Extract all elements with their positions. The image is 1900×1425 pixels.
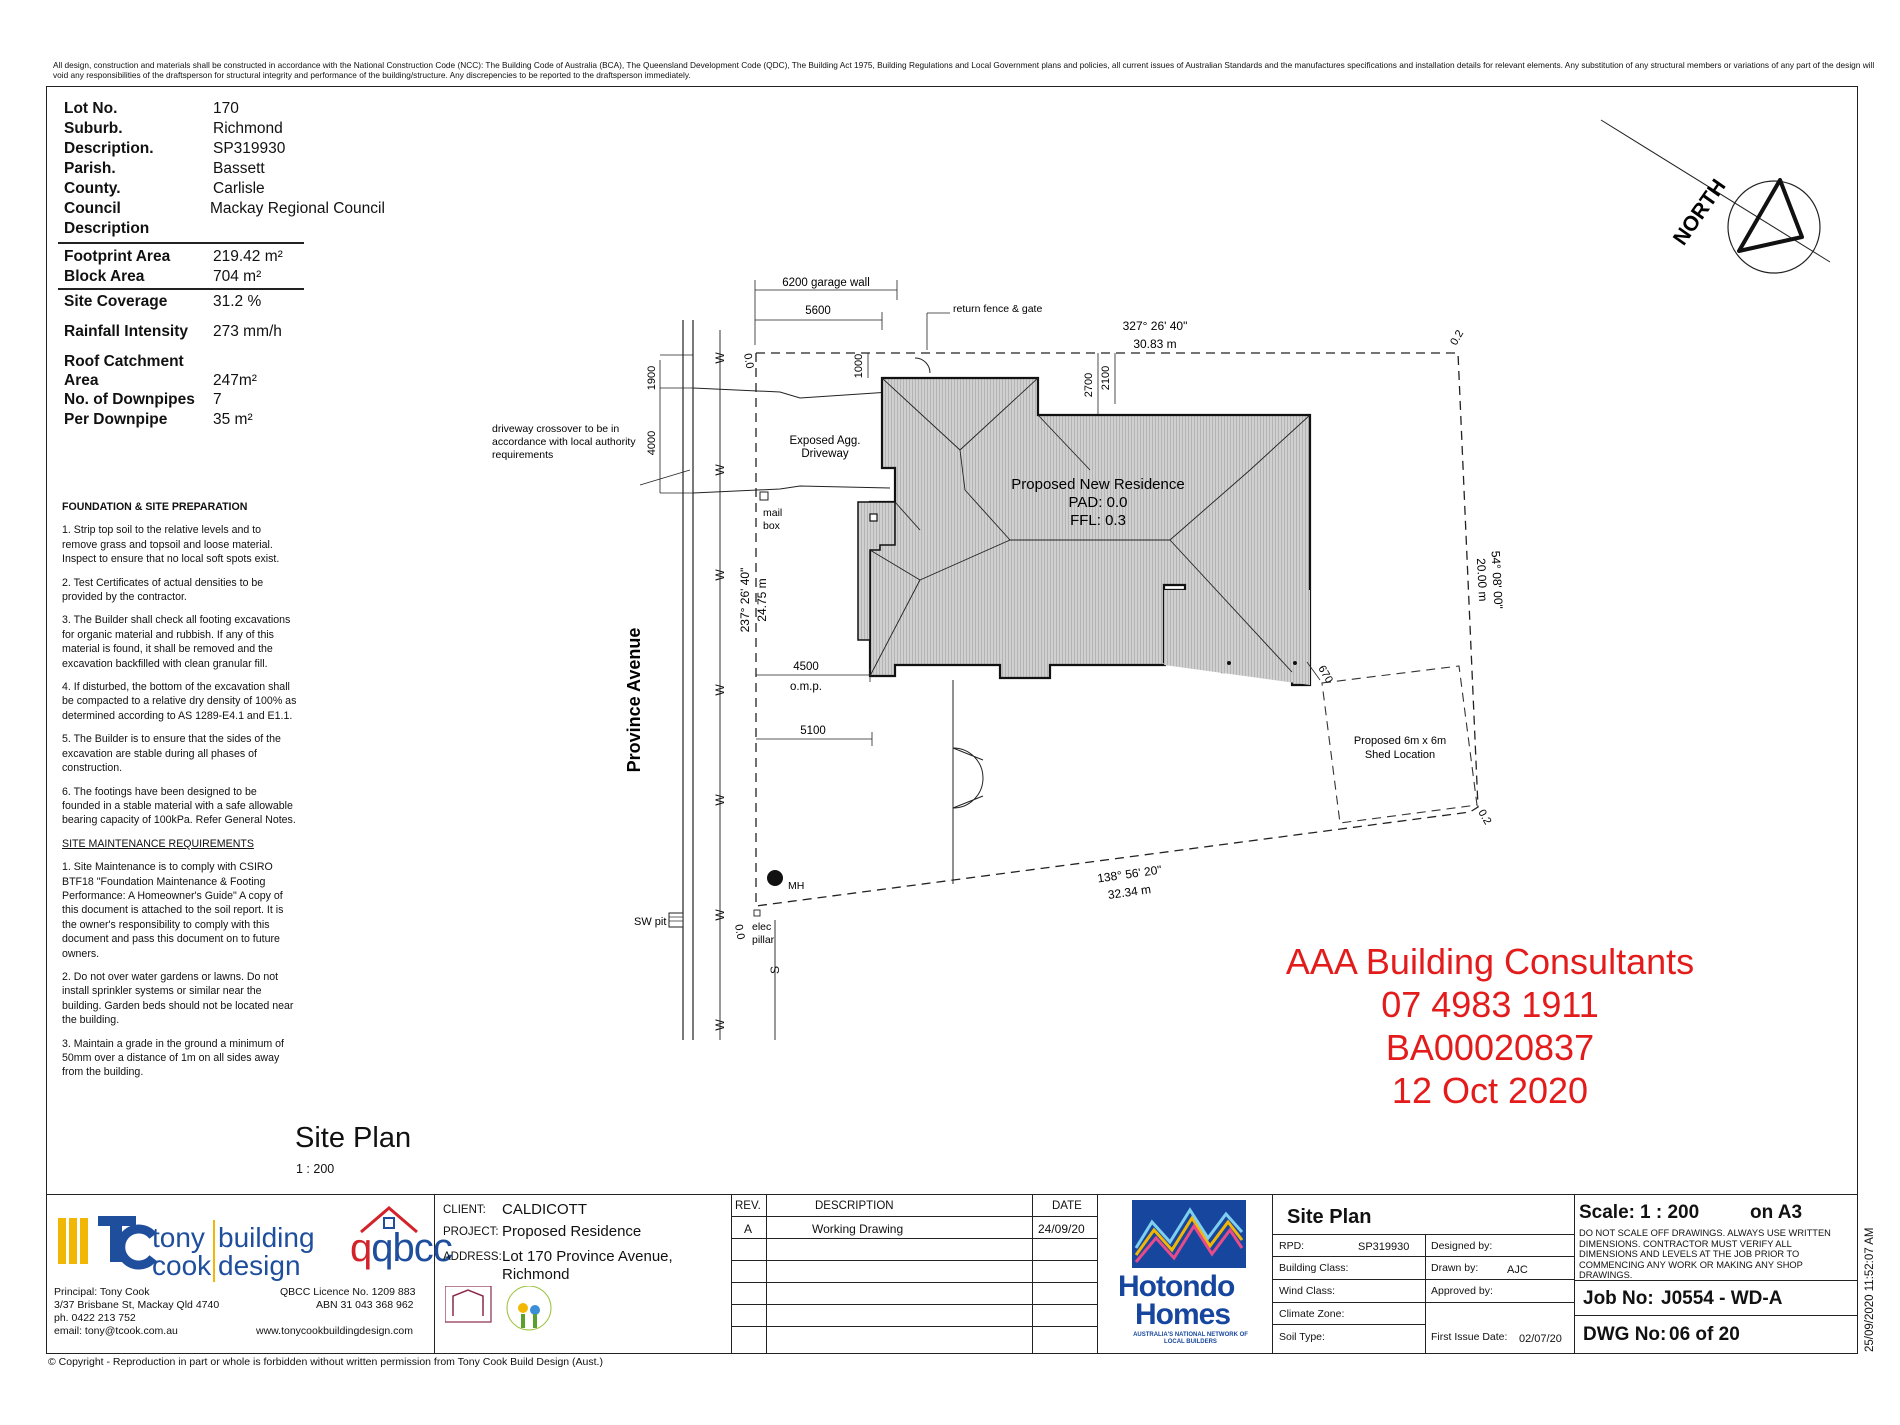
return-fence-label: return fence & gate (953, 303, 1043, 315)
council-label: Council (64, 200, 121, 217)
footprint-label: Footprint Area (64, 248, 171, 265)
north-arrow-icon (1739, 180, 1802, 251)
roof-catchment-label: Roof Catchment (64, 353, 184, 370)
manhole-marker (767, 870, 783, 886)
parish-value: Bassett (213, 160, 265, 177)
dim-2700: 2700 (1083, 372, 1095, 398)
company-name-word: design (218, 1250, 301, 1281)
dim-670: 670 (1315, 663, 1335, 686)
qbcc-logo: qqbcc (350, 1226, 452, 1270)
job-number-label: Job No: (1583, 1288, 1654, 1309)
first-issue-label: First Issue Date: (1431, 1331, 1508, 1343)
sewer-marker: S (768, 965, 782, 975)
mailbox-label: box (763, 520, 780, 532)
company-website: www.tonycookbuildingdesign.com (256, 1325, 414, 1337)
soil-type-label: Soil Type: (1279, 1331, 1325, 1343)
right-length: 20.00 m (1473, 557, 1491, 602)
elec-pillar-label: pillar (752, 934, 775, 946)
foundation-note: 3. The Builder shall check all footing excavations for organic material and rubbish. If any of this material is found, it shall be removed and the excavation backfilled with clean granular fill. (62, 614, 291, 670)
block-area-value: 704 m² (213, 268, 262, 285)
roof-area-value: 247m² (213, 372, 257, 389)
principal: Principal: Tony Cook (54, 1286, 150, 1298)
foundation-note: 4. If disturbed, the bottom of the excavation shall be compacted to a relative dry density of 100% as determined according to AS 1289-E4.1 and E1.1. (62, 681, 297, 722)
dim-5100: 5100 (800, 725, 826, 737)
omp-label: o.m.p. (790, 681, 822, 693)
left-length: 24.75 m (755, 578, 769, 622)
description-header: DESCRIPTION (815, 1200, 894, 1212)
site-coverage-value: 31.2 % (213, 293, 262, 310)
mailbox-label: mail (763, 507, 783, 519)
company-name-word: tony (152, 1222, 205, 1253)
client-cell (435, 1194, 732, 1354)
footprint-value: 219.42 m² (213, 248, 283, 265)
dwg-number-value: 06 of 20 (1669, 1324, 1740, 1345)
date-header: DATE (1052, 1200, 1082, 1212)
site-address: Richmond (502, 1266, 570, 1283)
certifier-stamp (1230, 940, 1750, 1112)
disclaimer-text: All design, construction and materials shall be constructed in accordance with the National Construction Code (NCC): The Building Code of Australia (BCA), The Queensland Development Code (QDC), The Building Act 1975, Building Regulations and Local Government plans and policies, all current issues of Australian Standards and the manufactures specifications and installation details for relevant elements. Any substitution of any structural members or variations of any part of the design will void any responsibilities of the draftsperson for structural integrity and performance of the building/structure. Any discrepencies to be reported to the draftsperson immediately. (53, 60, 1875, 80)
ffl-level: FFL: 0.3 (1070, 512, 1126, 529)
dim-1000: 1000 (853, 353, 865, 379)
revision-table (732, 1194, 1098, 1354)
stamp-date: 12 Oct 2020 (1391, 1070, 1589, 1111)
site-address: Lot 170 Province Avenue, (502, 1248, 673, 1265)
left-bearing: 237° 26' 40" (738, 567, 752, 633)
parish-label: Parish. (64, 160, 116, 177)
rev-header: REV. (735, 1200, 761, 1212)
downpipes-label: No. of Downpipes (64, 391, 195, 408)
manhole-label: MH (788, 880, 805, 892)
return-gate (915, 358, 930, 373)
crossover-note: accordance with local authority (492, 436, 636, 448)
foundation-heading: FOUNDATION & SITE PREPARATION (62, 501, 248, 513)
dim-1900: 1900 (646, 365, 658, 391)
rainfall-value: 273 mm/h (213, 323, 282, 340)
job-number-value: J0554 - WD-A (1661, 1288, 1783, 1309)
crossover-line (693, 388, 890, 398)
company-abn: ABN 31 043 368 962 (316, 1299, 414, 1311)
description-label: Description. (64, 140, 154, 157)
company-name-word: cook (152, 1250, 212, 1281)
bottom-length: 32.34 m (1107, 882, 1152, 902)
water-marker: W (713, 794, 727, 806)
level-top-left: 0.0 (741, 352, 756, 370)
company-name-word: building (218, 1222, 315, 1253)
dim-4500: 4500 (793, 661, 819, 673)
suburb-value: Richmond (213, 120, 283, 137)
foundation-note: 2. Test Certificates of actual densities to be provided by the contractor. (62, 576, 264, 604)
water-marker: W (713, 684, 727, 696)
residence-label: Proposed New Residence (1011, 476, 1185, 493)
sheet-title: Site Plan (1287, 1206, 1372, 1228)
pad-level: PAD: 0.0 (1068, 494, 1128, 511)
scale-value: 1 : 200 (1640, 1202, 1700, 1223)
scale-job-cell (1575, 1194, 1858, 1354)
lot-no-value: 170 (213, 100, 239, 117)
driveway-label: Driveway (801, 448, 849, 460)
maintenance-note: 2. Do not over water gardens or lawns. Do not install sprinkler systems or similar near the building. Garden beds should not be located near the building. (62, 970, 294, 1027)
dwg-number-label: DWG No: (1583, 1324, 1667, 1345)
north-label: NORTH (1668, 175, 1731, 250)
level-bottom-right: 0.2 (1475, 807, 1494, 827)
climate-zone-label: Climate Zone: (1279, 1308, 1345, 1320)
rev-description: Working Drawing (812, 1222, 904, 1236)
project-label: PROJECT: (443, 1226, 499, 1238)
hotondo-word: Homes (1135, 1298, 1231, 1331)
foundation-note: 6. The footings have been designed to be founded in a stable material with a safe allowable bearing capacity of 100kPa. Refer General Notes. (62, 785, 296, 827)
company-email: email: tony@tcook.com.au (54, 1325, 178, 1337)
lot-no-label: Lot No. (64, 100, 118, 117)
per-downpipe-label: Per Downpipe (64, 411, 168, 428)
scale-label: Scale: (1579, 1202, 1635, 1223)
rev-value: A (744, 1222, 753, 1236)
dim-garage-wall: 6200 garage wall (782, 277, 870, 289)
client-name: CALDICOTT (502, 1201, 588, 1218)
street-name: Province Avenue (624, 627, 644, 773)
shed-label: Proposed 6m x 6m (1353, 735, 1447, 747)
stamp-company: AAA Building Consultants (1285, 941, 1695, 982)
dim-5600: 5600 (805, 305, 831, 317)
sw-pit-marker (669, 913, 683, 927)
hotondo-word: Hotondo (1118, 1270, 1235, 1303)
roof-area-label: Area (64, 372, 99, 389)
level-top-right: 0.2 (1448, 328, 1467, 348)
building-class-label: Building Class: (1279, 1262, 1349, 1274)
bottom-bearing: 138° 56' 20" (1096, 862, 1163, 886)
crossover-note: requirements (492, 449, 554, 461)
project-name: Proposed Residence (502, 1223, 642, 1240)
maintenance-note: 1. Site Maintenance is to comply with CSIRO BTF18 "Foundation Maintenance & Footing Performance: A Homeowner's Guide" A copy of this document is attached to the soil report. It is the owner's responsibility to comply with this document and pass this document on to future owners. (62, 861, 284, 960)
approved-by-label: Approved by: (1431, 1285, 1493, 1297)
designed-by-label: Designed by: (1431, 1240, 1493, 1252)
company-phone: ph. 0422 213 752 (54, 1312, 136, 1324)
rainfall-label: Rainfall Intensity (64, 323, 189, 340)
per-downpipe-value: 35 m² (213, 411, 253, 428)
rpd-label: RPD: (1279, 1240, 1305, 1252)
crossover-note: driveway crossover to be in (492, 423, 620, 435)
water-marker: W (713, 569, 727, 581)
dim-2100: 2100 (1100, 365, 1112, 391)
shed-label: Shed Location (1364, 749, 1436, 761)
site-coverage-label: Site Coverage (64, 293, 168, 310)
foundation-note: 5. The Builder is to ensure that the sides of the excavation are stable during all phases of construction. (62, 733, 281, 775)
hotondo-tagline: AUSTRALIA'S NATIONAL NETWORK OF LOCAL BUILDERS (1133, 1332, 1248, 1345)
elec-pillar-marker (754, 910, 760, 916)
scale-warning: DO NOT SCALE OFF DRAWINGS. ALWAYS USE WRITTEN DIMENSIONS. CONTRACTOR MUST VERIFY ALL DIMENSIONS AND LEVELS AT THE JOB PRIOR TO COMMENCING ANY WORK OR MAKING ANY SHOP DRAWINGS. (1579, 1228, 1831, 1280)
dim-4000: 4000 (646, 430, 658, 456)
county-label: County. (64, 180, 121, 197)
right-bearing: 54° 08' 00" (1488, 550, 1506, 610)
address-label: ADDRESS: (443, 1251, 502, 1263)
description-value: SP319930 (213, 140, 286, 157)
downpipes-value: 7 (213, 391, 222, 408)
hotondo-logo-icon (1132, 1200, 1246, 1268)
drawn-by-label: Drawn by: (1431, 1262, 1479, 1274)
water-marker: W (713, 1019, 727, 1031)
crossover-line (693, 486, 890, 493)
plan-title: Site Plan (295, 1122, 412, 1154)
copyright-notice: © Copyright - Reproduction in part or whole is forbidden without written permission from Tony Cook Build Design (Aust.) (48, 1356, 603, 1368)
block-area-label: Block Area (64, 268, 145, 285)
tcbd-logo-icon (58, 1206, 158, 1274)
downpipe-marker (870, 514, 877, 521)
water-marker: W (713, 909, 727, 921)
suburb-label: Suburb. (64, 120, 123, 137)
company-address: 3/37 Brisbane St, Mackay Qld 4740 (54, 1299, 220, 1311)
print-date: 25/09/2020 11:52:07 AM (1864, 1227, 1876, 1352)
hotondo-cell (1098, 1194, 1273, 1354)
rev-date: 24/09/20 (1038, 1222, 1085, 1236)
rpd-value: SP319930 (1358, 1241, 1410, 1253)
plan-scale: 1 : 200 (296, 1162, 335, 1176)
water-marker: W (713, 352, 727, 364)
gate-swing (953, 748, 983, 808)
drawn-by-value: AJC (1507, 1264, 1528, 1276)
stamp-approval-number: BA00020837 (1385, 1027, 1595, 1068)
foundation-note: 1. Strip top soil to the relative levels and to remove grass and topsoil and loose material. Inspect to ensure that no local soft spots exist. (62, 524, 280, 566)
driveway-label: Exposed Agg. (789, 435, 861, 447)
client-label: CLIENT: (443, 1204, 486, 1216)
mailbox-marker (760, 492, 768, 500)
elec-pillar-label: elec (752, 921, 772, 933)
qbcc-licence: QBCC Licence No. 1209 883 (280, 1286, 416, 1298)
level-bottom-left: 0.0 (732, 923, 747, 941)
paper-size: on A3 (1750, 1202, 1803, 1223)
association-logos-icon (445, 1286, 565, 1342)
water-marker: W (713, 464, 727, 476)
top-bearing: 327° 26' 40" (1122, 319, 1188, 333)
top-length: 30.83 m (1133, 337, 1177, 351)
council-description-label: Description (64, 220, 150, 237)
county-value: Carlisle (213, 180, 265, 197)
first-issue-value: 02/07/20 (1519, 1333, 1562, 1345)
drawing-info-cell (1273, 1194, 1575, 1354)
maintenance-note: 3. Maintain a grade in the ground a minimum of 50mm over a distance of 1m on all sides away from the building. (62, 1037, 285, 1079)
stamp-phone: 07 4983 1911 (1381, 984, 1599, 1025)
sw-pit-label: SW pit (634, 916, 667, 928)
company-cell (46, 1194, 452, 1354)
maintenance-heading: SITE MAINTENANCE REQUIREMENTS (62, 837, 254, 850)
wind-class-label: Wind Class: (1279, 1285, 1336, 1297)
council-value: Mackay Regional Council (210, 200, 385, 217)
